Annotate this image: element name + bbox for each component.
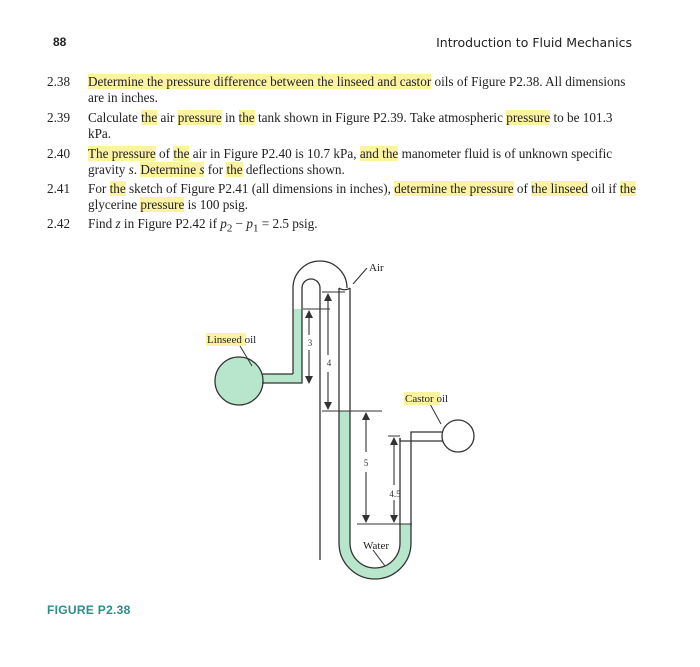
text-segment: in bbox=[221, 110, 239, 125]
text-segment: oils of Figure P2.38. All dimensions are in inches. bbox=[88, 74, 626, 105]
castor-label: Castor oil bbox=[405, 393, 449, 405]
text-segment: p bbox=[246, 216, 253, 231]
highlighted-text: pressure bbox=[140, 196, 185, 212]
text-segment: sketch of Figure P2.41 (all dimensions in inches), bbox=[125, 181, 395, 196]
text-segment: air in Figure P2.40 is 10.7 kPa, bbox=[189, 146, 360, 161]
text-segment: manometer fluid is of unknown specific gravity bbox=[88, 146, 613, 177]
text-segment: Calculate bbox=[88, 110, 142, 125]
dim-5: 5 bbox=[363, 458, 369, 468]
highlighted-text: the bbox=[109, 181, 126, 196]
highlighted-text: pressure bbox=[506, 110, 551, 125]
text-segment: 1 bbox=[252, 222, 259, 235]
dim-3: 3 bbox=[307, 338, 313, 348]
highlighted-text: the linseed bbox=[531, 181, 588, 196]
linseed-label: Linseed oil bbox=[207, 334, 257, 346]
highlighted-text: Determine bbox=[140, 161, 200, 177]
highlighted-text: The pressure bbox=[88, 146, 156, 161]
text-segment: in Figure P2.42 if bbox=[120, 216, 221, 231]
linseed-oil-fill bbox=[263, 309, 302, 383]
text-segment: glycerine bbox=[88, 196, 141, 212]
problem-number: 2.41 bbox=[47, 181, 71, 196]
highlighted-text: and the bbox=[359, 146, 399, 161]
water-label: Water bbox=[363, 540, 389, 552]
dim-4-5: 4.5 bbox=[389, 489, 401, 499]
figure-caption: FIGURE P2.38 bbox=[47, 603, 131, 617]
text-segment: deflections shown. bbox=[242, 161, 345, 177]
dim-4: 4 bbox=[326, 358, 332, 368]
problem-number: 2.39 bbox=[47, 110, 71, 125]
running-header: Introduction to Fluid Mechanics bbox=[436, 35, 632, 50]
problem-number: 2.40 bbox=[47, 146, 71, 161]
dimension-arrows bbox=[309, 294, 394, 522]
text-segment: 2 bbox=[226, 222, 233, 235]
text-segment: for bbox=[204, 161, 227, 177]
text-segment: of bbox=[155, 146, 174, 161]
text-segment: = 2.5 psig. bbox=[258, 216, 318, 231]
text-segment: s bbox=[128, 161, 134, 177]
page-number: 88 bbox=[53, 35, 67, 49]
problem-number: 2.42 bbox=[47, 216, 71, 231]
text-segment: For bbox=[88, 181, 110, 196]
text-segment: . bbox=[133, 161, 141, 177]
highlighted-text: s bbox=[199, 161, 205, 177]
text-segment: of bbox=[513, 181, 532, 196]
text-segment: to be 101.3 kPa. bbox=[88, 110, 613, 141]
highlighted-text: the bbox=[619, 181, 636, 196]
highlighted-text: determine the pressure bbox=[394, 181, 514, 196]
text-segment: Find bbox=[88, 216, 116, 231]
air-label: Air bbox=[369, 262, 384, 274]
text-segment: oil if bbox=[587, 181, 620, 196]
highlighted-text: the bbox=[173, 146, 190, 161]
castor-tank bbox=[442, 420, 474, 452]
highlighted-text: the bbox=[238, 110, 255, 125]
text-segment: p bbox=[220, 216, 227, 231]
problem-number: 2.38 bbox=[47, 74, 71, 89]
text-segment: is 100 psig. bbox=[184, 196, 249, 212]
text-segment: tank shown in Figure P2.39. Take atmospheric bbox=[254, 110, 507, 125]
manometer-tube bbox=[262, 261, 447, 579]
highlighted-text: the bbox=[226, 161, 243, 177]
text-segment: air bbox=[157, 110, 178, 125]
text-segment: − bbox=[232, 216, 247, 231]
highlighted-text: the bbox=[141, 110, 158, 125]
highlighted-text: Determine the pressure difference between the linseed and castor bbox=[88, 74, 432, 89]
text-segment: z bbox=[115, 216, 121, 231]
linseed-tank bbox=[215, 357, 263, 405]
highlighted-text: pressure bbox=[177, 110, 222, 125]
